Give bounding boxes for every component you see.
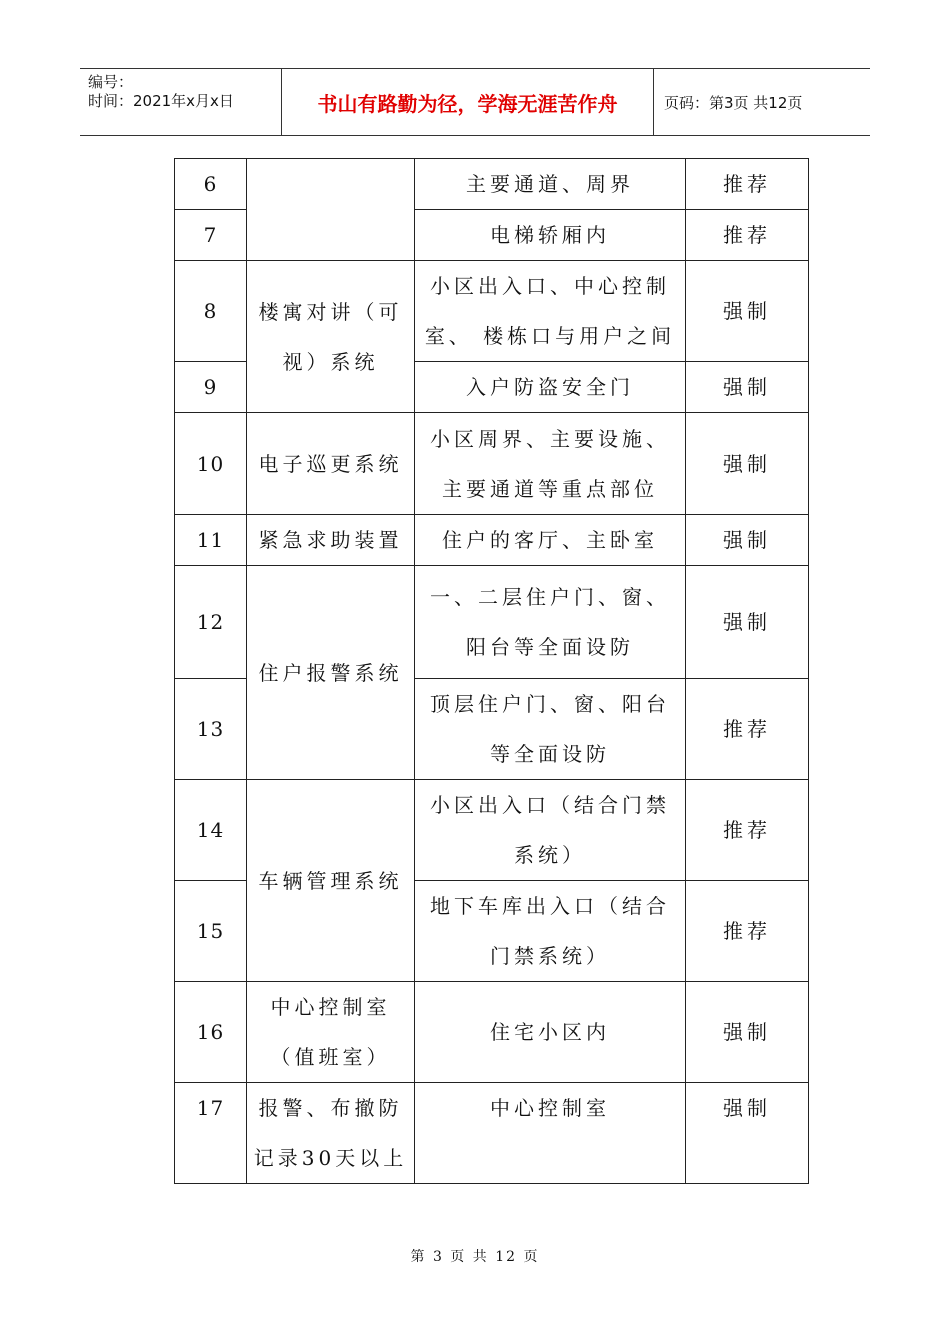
location-cell: 小区出入口、中心控制室、 楼栋口与用户之间 [415, 261, 686, 362]
table-row [175, 780, 809, 881]
system-cell: 电子巡更系统 [247, 413, 415, 515]
header-meta [80, 69, 282, 135]
table-row [175, 515, 809, 566]
system-cell: 住户报警系统 [247, 566, 415, 780]
number-label: 编号： [88, 73, 134, 91]
row-number: 8 [175, 261, 247, 362]
location-cell: 住户的客厅、主卧室 [415, 515, 686, 566]
location-cell: 一、二层住户门、窗、阳台等全面设防 [415, 566, 686, 679]
system-cell: 中心控制室（值班室） [247, 982, 415, 1083]
row-number: 16 [175, 982, 247, 1083]
header-motto: 书山有路勤为径，学海无涯苦作舟 [282, 69, 654, 135]
location-cell: 顶层住户门、窗、阳台等全面设防 [415, 679, 686, 780]
table-row [175, 1083, 809, 1184]
row-number: 7 [175, 210, 247, 261]
row-number: 6 [175, 159, 247, 210]
location-cell: 中心控制室 [415, 1083, 686, 1184]
row-number: 13 [175, 679, 247, 780]
level-cell: 强制 [686, 362, 809, 413]
level-cell: 强制 [686, 515, 809, 566]
level-cell: 强制 [686, 982, 809, 1083]
level-cell: 推荐 [686, 679, 809, 780]
system-cell: 车辆管理系统 [247, 780, 415, 982]
system-cell: 楼寓对讲（可视）系统 [247, 261, 415, 413]
table-row [175, 159, 809, 210]
location-cell: 电梯轿厢内 [415, 210, 686, 261]
location-cell: 小区出入口（结合门禁系统） [415, 780, 686, 881]
page-footer: 第 3 页 共 12 页 [410, 1249, 540, 1265]
table-row [175, 413, 809, 515]
system-cell: 紧急求助装置 [247, 515, 415, 566]
location-cell: 小区周界、主要设施、主要通道等重点部位 [415, 413, 686, 515]
table-row [175, 982, 809, 1083]
row-number: 15 [175, 881, 247, 982]
page-header [80, 68, 870, 136]
level-cell: 强制 [686, 1083, 809, 1184]
header-page-info: 页码：第3页 共12页 [664, 93, 803, 112]
location-cell: 主要通道、周界 [415, 159, 686, 210]
level-cell: 强制 [686, 261, 809, 362]
row-number: 12 [175, 566, 247, 679]
level-cell: 推荐 [686, 780, 809, 881]
row-number: 17 [175, 1083, 247, 1184]
row-number: 10 [175, 413, 247, 515]
system-cell: 报警、布撤防记录30天以上 [247, 1083, 415, 1184]
location-cell: 地下车库出入口（结合门禁系统） [415, 881, 686, 982]
level-cell: 推荐 [686, 881, 809, 982]
system-cell [247, 159, 415, 261]
level-cell: 强制 [686, 413, 809, 515]
location-cell: 入户防盗安全门 [415, 362, 686, 413]
row-number: 14 [175, 780, 247, 881]
row-number: 9 [175, 362, 247, 413]
time-label: 时间：2021年x月x日 [88, 92, 234, 110]
location-cell: 住宅小区内 [415, 982, 686, 1083]
security-system-table [174, 158, 809, 1184]
level-cell: 推荐 [686, 210, 809, 261]
level-cell: 强制 [686, 566, 809, 679]
table-row [175, 261, 809, 362]
level-cell: 推荐 [686, 159, 809, 210]
row-number: 11 [175, 515, 247, 566]
table-row [175, 566, 809, 679]
